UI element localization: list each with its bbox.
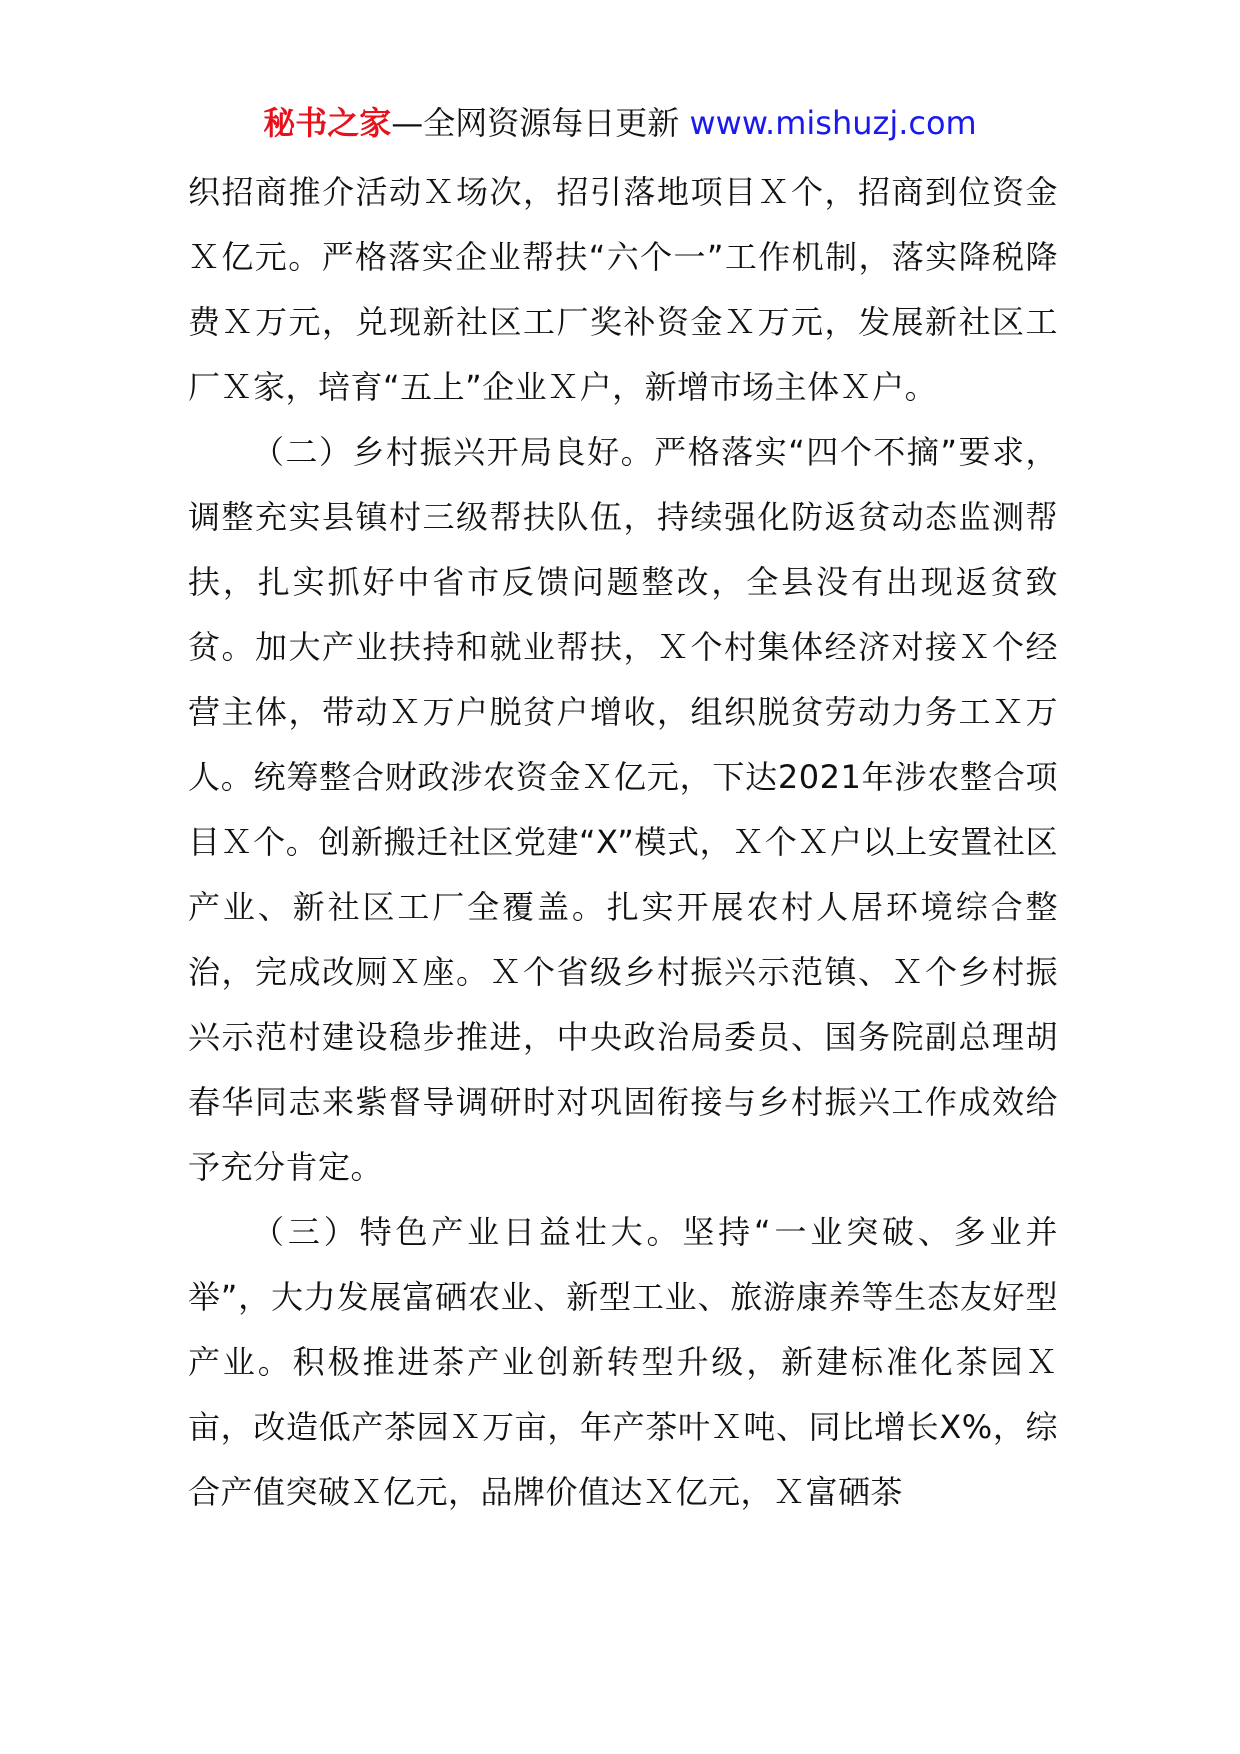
paragraph-continuation: 织招商推介活动Ｘ场次，招引落地项目Ｘ个，招商到位资金Ｘ亿元。严格落实企业帮扶“六个一”工作机制，落实降税降费Ｘ万元，兑现新社区工厂奖补资金Ｘ万元，发展新社区工厂Ｘ家，培育“五上”企业Ｘ户，新增市场主体Ｘ户。 <box>188 173 1058 406</box>
site-header <box>0 100 1240 146</box>
paragraph-rural-revitalization: （二）乡村振兴开局良好。严格落实“四个不摘”要求，调整充实县镇村三级帮扶队伍，持续强化防返贫动态监测帮扶，扎实抓好中省市反馈问题整改，全县没有出现返贫致贫。加大产业扶持和就业帮扶，Ｘ个村集体经济对接Ｘ个经营主体，带动Ｘ万户脱贫户增收，组织脱贫劳动力务工Ｘ万人。统筹整合财政涉农资金Ｘ亿元，下达2021年涉农整合项目Ｘ个。创新搬迁社区党建“X”模式，Ｘ个Ｘ户以上安置社区产业、新社区工厂全覆盖。扎实开展农村人居环境综合整治，完成改厕Ｘ座。Ｘ个省级乡村振兴示范镇、Ｘ个乡村振兴示范村建设稳步推进，中央政治局委员、国务院副总理胡春华同志来紫督导调研时对巩固衔接与乡村振兴工作成效给予充分肯定。 <box>188 433 1058 1186</box>
paragraph-featured-industries: （三）特色产业日益壮大。坚持“一业突破、多业并举”，大力发展富硒农业、新型工业、旅游康养等生态友好型产业。积极推进茶产业创新转型升级，新建标准化茶园Ｘ亩，改造低产茶园Ｘ万亩，年产茶叶Ｘ吨、同比增长X%，综合产值突破Ｘ亿元，品牌价值达Ｘ亿元，Ｘ富硒茶 <box>188 1213 1058 1511</box>
header-brand: 秘书之家 <box>263 104 392 142</box>
header-tagline: —全网资源每日更新 <box>391 104 690 142</box>
header-url-link[interactable]: www.mishuzj.com <box>689 104 977 142</box>
document-body <box>188 160 1058 1525</box>
